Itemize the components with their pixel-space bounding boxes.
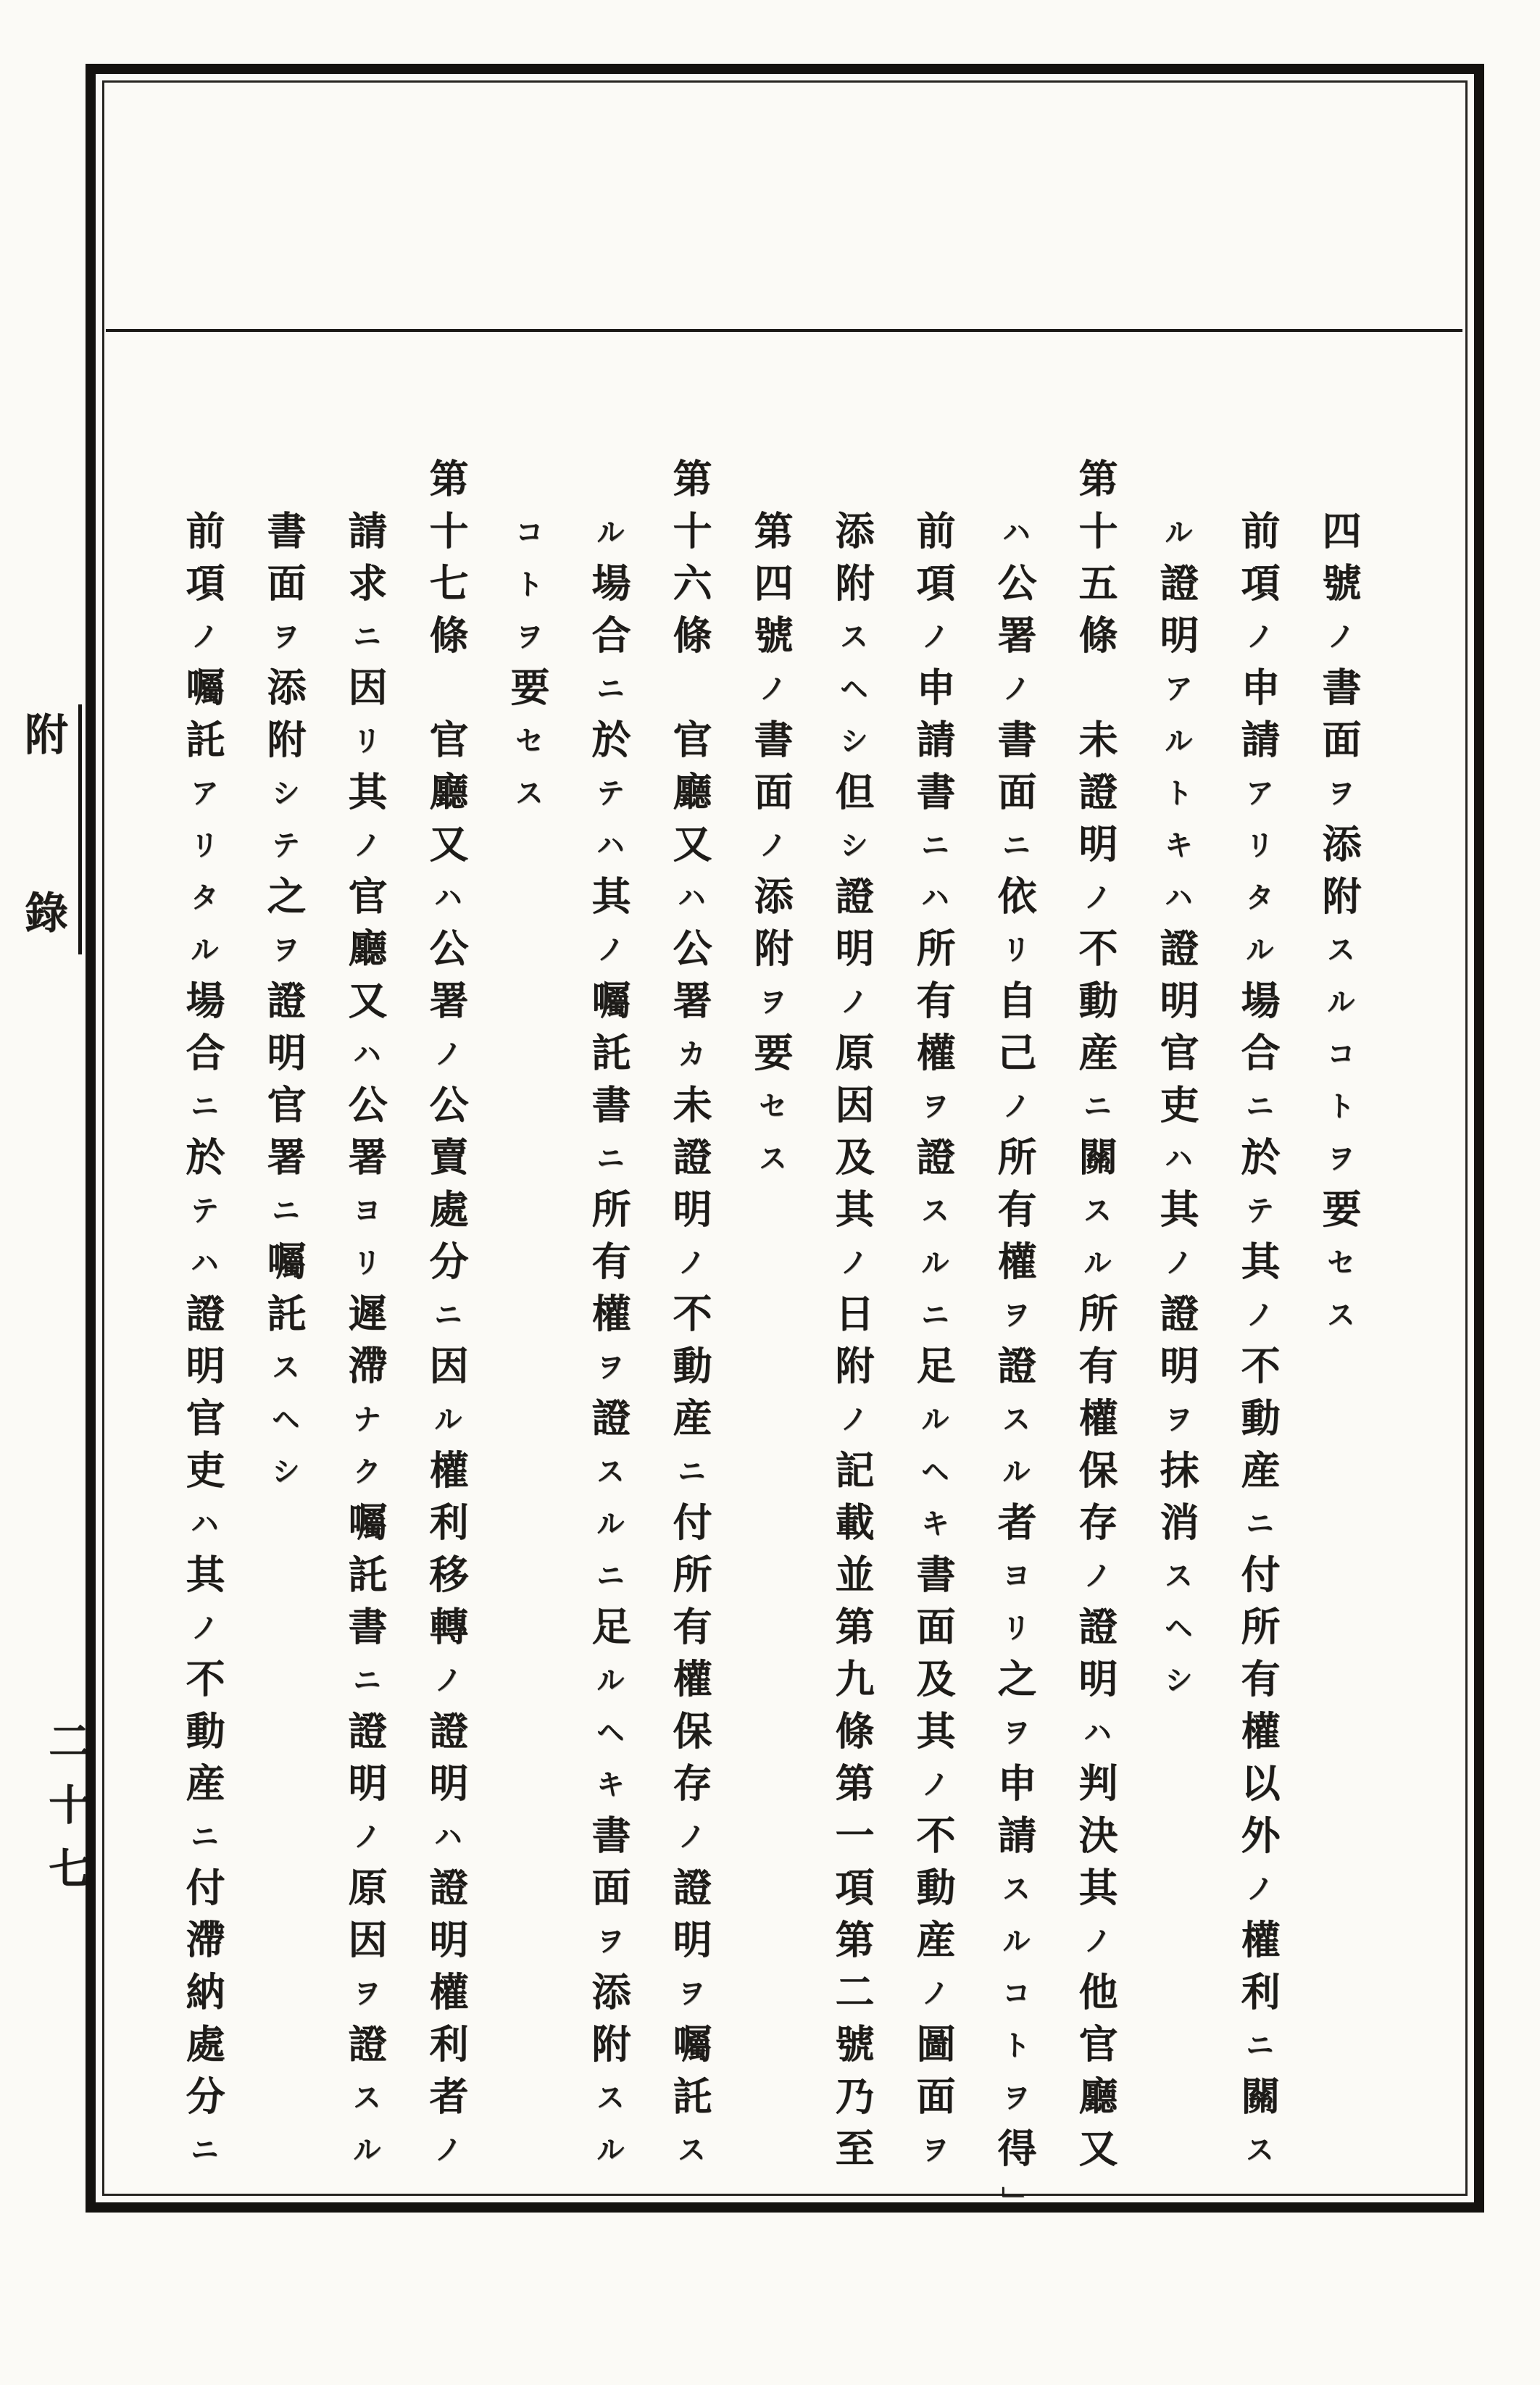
text-column: ル場合ニ於テハ其ノ囑託書ニ所有權ヲ證スルニ足ルヘキ書面ヲ添附スル bbox=[586, 517, 630, 2163]
text-column: 添附スヘシ但シ證明ノ原因及其ノ日附ノ記載並第九條第一項第二號乃至 bbox=[830, 510, 873, 2167]
text-column: 第十六條 官廳又ハ公署カ未證明ノ不動産ニ付所有權保存ノ證明ヲ囑託ス bbox=[667, 458, 711, 2163]
text-column: 前項ノ申請書ニハ所有權ヲ證スルニ足ルヘキ書面及其ノ不動産ノ圖面ヲ bbox=[911, 510, 954, 2163]
text-block bbox=[153, 458, 1379, 2215]
text-column: 前項ノ囑託アリタル場合ニ於テハ證明官吏ハ其ノ不動産ニ付滯納處分ニ bbox=[180, 510, 224, 2163]
text-column: 第四號ノ書面ノ添附ヲ要セス bbox=[749, 510, 792, 1172]
text-column: ハ公署ノ書面ニ依リ自己ノ所有權ヲ證スル者ヨリ之ヲ申請スルコトヲ得」 bbox=[992, 517, 1036, 2215]
text-column: 請求ニ因リ其ノ官廳又ハ公署ヨリ遲滯ナク囑託書ニ證明ノ原因ヲ證スル bbox=[343, 510, 386, 2163]
text-column: コトヲ要セス bbox=[505, 517, 549, 807]
header-divider bbox=[106, 329, 1462, 332]
text-column: 前項ノ申請アリタル場合ニ於テ其ノ不動産ニ付所有權以外ノ權利ニ關ス bbox=[1236, 510, 1279, 2163]
margin-label: 附錄 bbox=[19, 712, 67, 1068]
text-column: 第十五條 未證明ノ不動産ニ關スル所有權保存ノ證明ハ判決其ノ他官廳又 bbox=[1073, 458, 1117, 2167]
margin-rule bbox=[78, 704, 82, 954]
text-column: 第十七條 官廳又ハ公署ノ公賣處分ニ因ル權利移轉ノ證明ハ證明權利者ノ bbox=[424, 458, 467, 2163]
text-column: ル證明アルトキハ證明官吏ハ其ノ證明ヲ抹消スヘシ bbox=[1154, 517, 1198, 1694]
page-number: 二十七 bbox=[42, 1719, 89, 1910]
text-column: 書面ヲ添附シテ之ヲ證明官署ニ囑託スヘシ bbox=[262, 510, 305, 1485]
text-column: 四號ノ書面ヲ添附スルコトヲ要セス bbox=[1317, 510, 1360, 1328]
